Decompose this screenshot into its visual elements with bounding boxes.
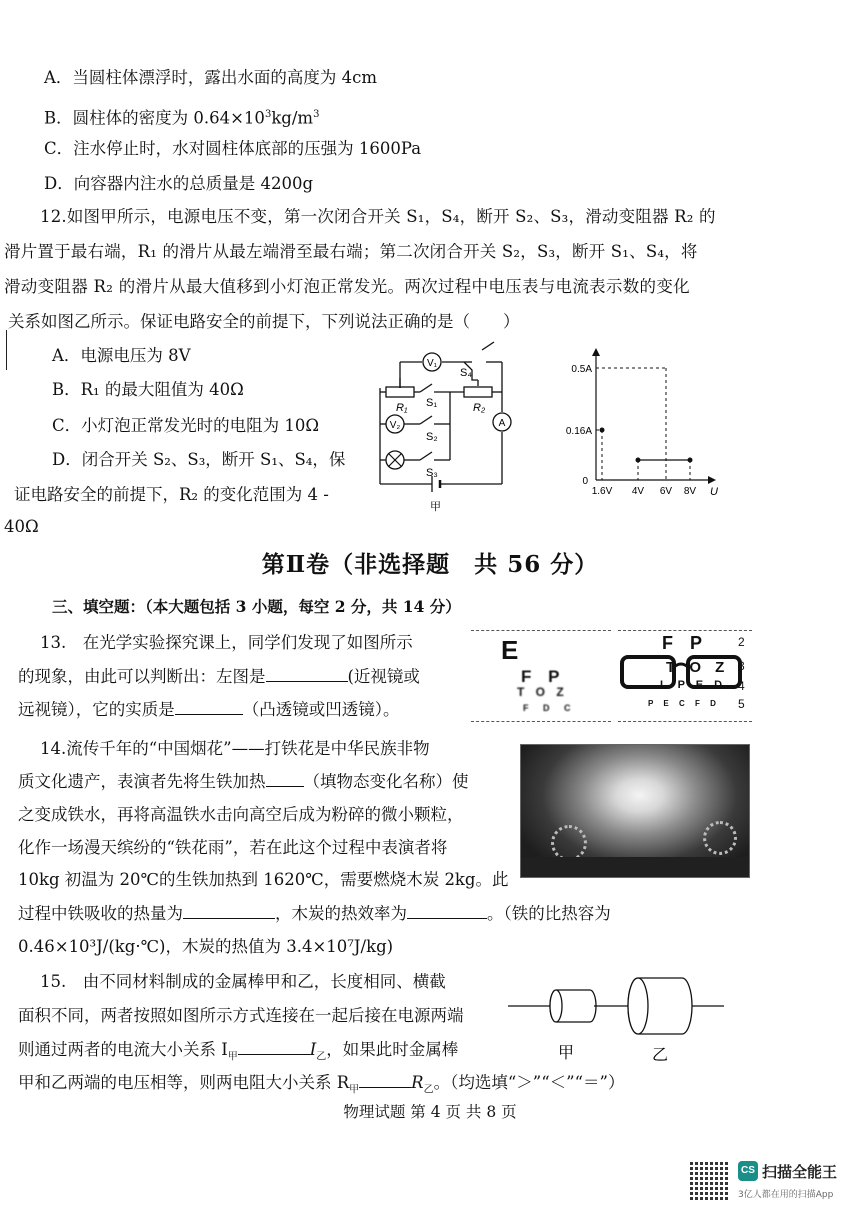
section3-heading: 三、填空题：（本大题包括 3 小题，每空 2 分，共 14 分） <box>52 597 461 616</box>
circuit-caption: 甲 <box>430 501 441 513</box>
q14-line5: 10kg 初温为 20℃的生铁加热到 1620℃，需要燃烧木炭 2kg。此 <box>18 870 509 889</box>
q12-stem-line3: 滑动变阻器 R₂ 的滑片从最大值移到小灯泡正常发光。两次过程中电压表与电流表示数的变化 <box>4 277 690 296</box>
data-point-0 <box>600 428 605 433</box>
y-tick-label-05a: 0.5A <box>571 364 592 375</box>
r1-label: R₁ <box>396 402 408 414</box>
q11-option-c: C．注水停止时，水对圆柱体底部的压强为 1600Pa <box>44 139 422 158</box>
camscanner-logo-icon: CS <box>738 1161 758 1181</box>
glasses-icon <box>618 653 752 693</box>
x-tick-label-1: 4V <box>631 486 645 497</box>
q14-blank-3 <box>407 904 487 919</box>
eye-chart-right-image: F P T O Z L P E D P E C F D 2 3 4 5 <box>618 630 752 722</box>
ammeter-label: A <box>498 418 506 429</box>
x-tick-label-3: 8V <box>683 486 697 497</box>
q14-line6: 过程中铁吸收的热量为 ，木炭的热效率为 。（铁的比热容为 <box>18 904 611 923</box>
scan-edge-line <box>6 330 7 370</box>
s3-label: S₃ <box>426 467 438 479</box>
data-point-1 <box>636 458 641 463</box>
q11-option-a: A．当圆柱体漂浮时，露出水面的高度为 4cm <box>44 68 378 87</box>
q13-line1: 13. 在光学实验探究课上，同学们发现了如图所示 <box>40 633 413 652</box>
q15-line2: 面积不同，两者按照如图所示方式连接在一起后接在电源两端 <box>18 1006 464 1025</box>
y-axis-arrow <box>592 348 600 356</box>
q12-option-d-line1: D．闭合开关 S₂、S₃，断开 S₁、S₄，保 <box>52 450 346 469</box>
q13-blank-1 <box>266 667 348 682</box>
q12-stem-line2: 滑片置于最右端，R₁ 的滑片从最左端滑至最右端；第二次闭合开关 S₂，S₃，断开 S₁、S₄，将 <box>4 242 698 261</box>
q12-option-b: B．R₁ 的最大阻值为 40Ω <box>52 380 244 399</box>
watermark-brand: 扫描全能王 <box>762 1163 838 1181</box>
q11-option-b: B．圆柱体的密度为 $0.64\times 10^3kg/m^3$ <box>44 108 320 128</box>
origin-label: 0 <box>582 476 588 487</box>
section-title: 第Ⅱ卷（非选择题 共 56 分） <box>261 551 599 578</box>
qr-code-icon <box>690 1160 730 1200</box>
q13-line3: 远视镜），它的实质是 （凸透镜或凹透镜）。 <box>18 700 400 719</box>
s2-label: S₂ <box>426 431 438 443</box>
s1-label: S₁ <box>426 397 438 409</box>
voltmeter-v1-label: V₁ <box>426 358 438 369</box>
x-axis-arrow <box>708 476 716 484</box>
s4-label: S₄ <box>460 367 472 379</box>
q15-line4: 甲和乙两端的电压相等，则两电阻大小关系 $R_甲$ $R_乙$。（均选填“＞”“＜”“＝”） <box>18 1073 625 1096</box>
q14-line4: 化作一场漫天缤纷的“铁花雨”，若在此这个过程中表演者将 <box>18 838 448 857</box>
q14-line3: 之变成铁水，再将高温铁水击向高空后成为粉碎的微小颗粒， <box>18 805 464 824</box>
rod-a-label: 甲 <box>558 1045 575 1062</box>
x-tick-label-0: 1.6V <box>591 486 613 497</box>
q11-option-d: D．向容器内注水的总质量是 4200g <box>44 174 314 193</box>
q12-option-d-line3: 40Ω <box>4 517 39 536</box>
q15-line3: 则通过两者的电流大小关系 $I_甲$ $I_乙$，如果此时金属棒 <box>18 1040 459 1063</box>
q12-option-c: C．小灯泡正常发光时的电阻为 10Ω <box>52 416 320 435</box>
q14-line7: 0.46×10³J/(kg·℃)，木炭的热值为 3.4×10⁷J/kg) <box>18 937 394 956</box>
iron-fireworks-photo <box>520 744 750 878</box>
y-tick-label-016a: 0.16A <box>565 426 592 437</box>
x-tick-label-2: 6V <box>659 486 673 497</box>
q14-blank-1 <box>266 772 304 787</box>
data-point-2 <box>688 458 693 463</box>
page-footer: 物理试题 第 4 页 共 8 页 <box>343 1103 517 1121</box>
eye-chart-left-image: E F P T O Z F D C <box>471 630 611 722</box>
metal-rods-diagram <box>506 966 726 1066</box>
q12-stem-line4: 关系如图乙所示。保证电路安全的前提下，下列说法正确的是（ ） <box>8 312 520 331</box>
iu-graph <box>540 348 720 500</box>
x-axis-label: U <box>710 486 718 498</box>
circuit-diagram <box>360 340 530 515</box>
q14-line2: 质文化遗产，表演者先将生铁加热 （填物态变化名称）使 <box>18 772 469 791</box>
r2-label: R₂ <box>473 402 486 414</box>
q13-line2: 的现象，由此可以判断出：左图是 (近视镜或 <box>18 667 420 686</box>
q12-option-d-line2: 证电路安全的前提下，R₂ 的变化范围为 4 - <box>14 485 329 504</box>
q15-line1: 15. 由不同材料制成的金属棒甲和乙，长度相同、横截 <box>40 972 446 991</box>
q15-blank-1 <box>238 1040 310 1055</box>
q12-option-a: A．电源电压为 8V <box>52 346 191 365</box>
rod-b-label: 乙 <box>652 1047 669 1064</box>
voltmeter-v2-label: V₂ <box>389 420 401 431</box>
q14-line1: 14.流传千年的“中国烟花”——打铁花是中华民族非物 <box>40 739 430 758</box>
q15-blank-2 <box>359 1073 411 1088</box>
q13-blank-2 <box>175 700 243 715</box>
q12-stem-line1: 12.如图甲所示，电源电压不变，第一次闭合开关 S₁，S₄，断开 S₂、S₃，滑动变阻器 R₂ 的 <box>40 207 716 226</box>
watermark-tagline: 3亿人都在用的扫描App <box>738 1190 834 1200</box>
q14-blank-2 <box>183 904 275 919</box>
